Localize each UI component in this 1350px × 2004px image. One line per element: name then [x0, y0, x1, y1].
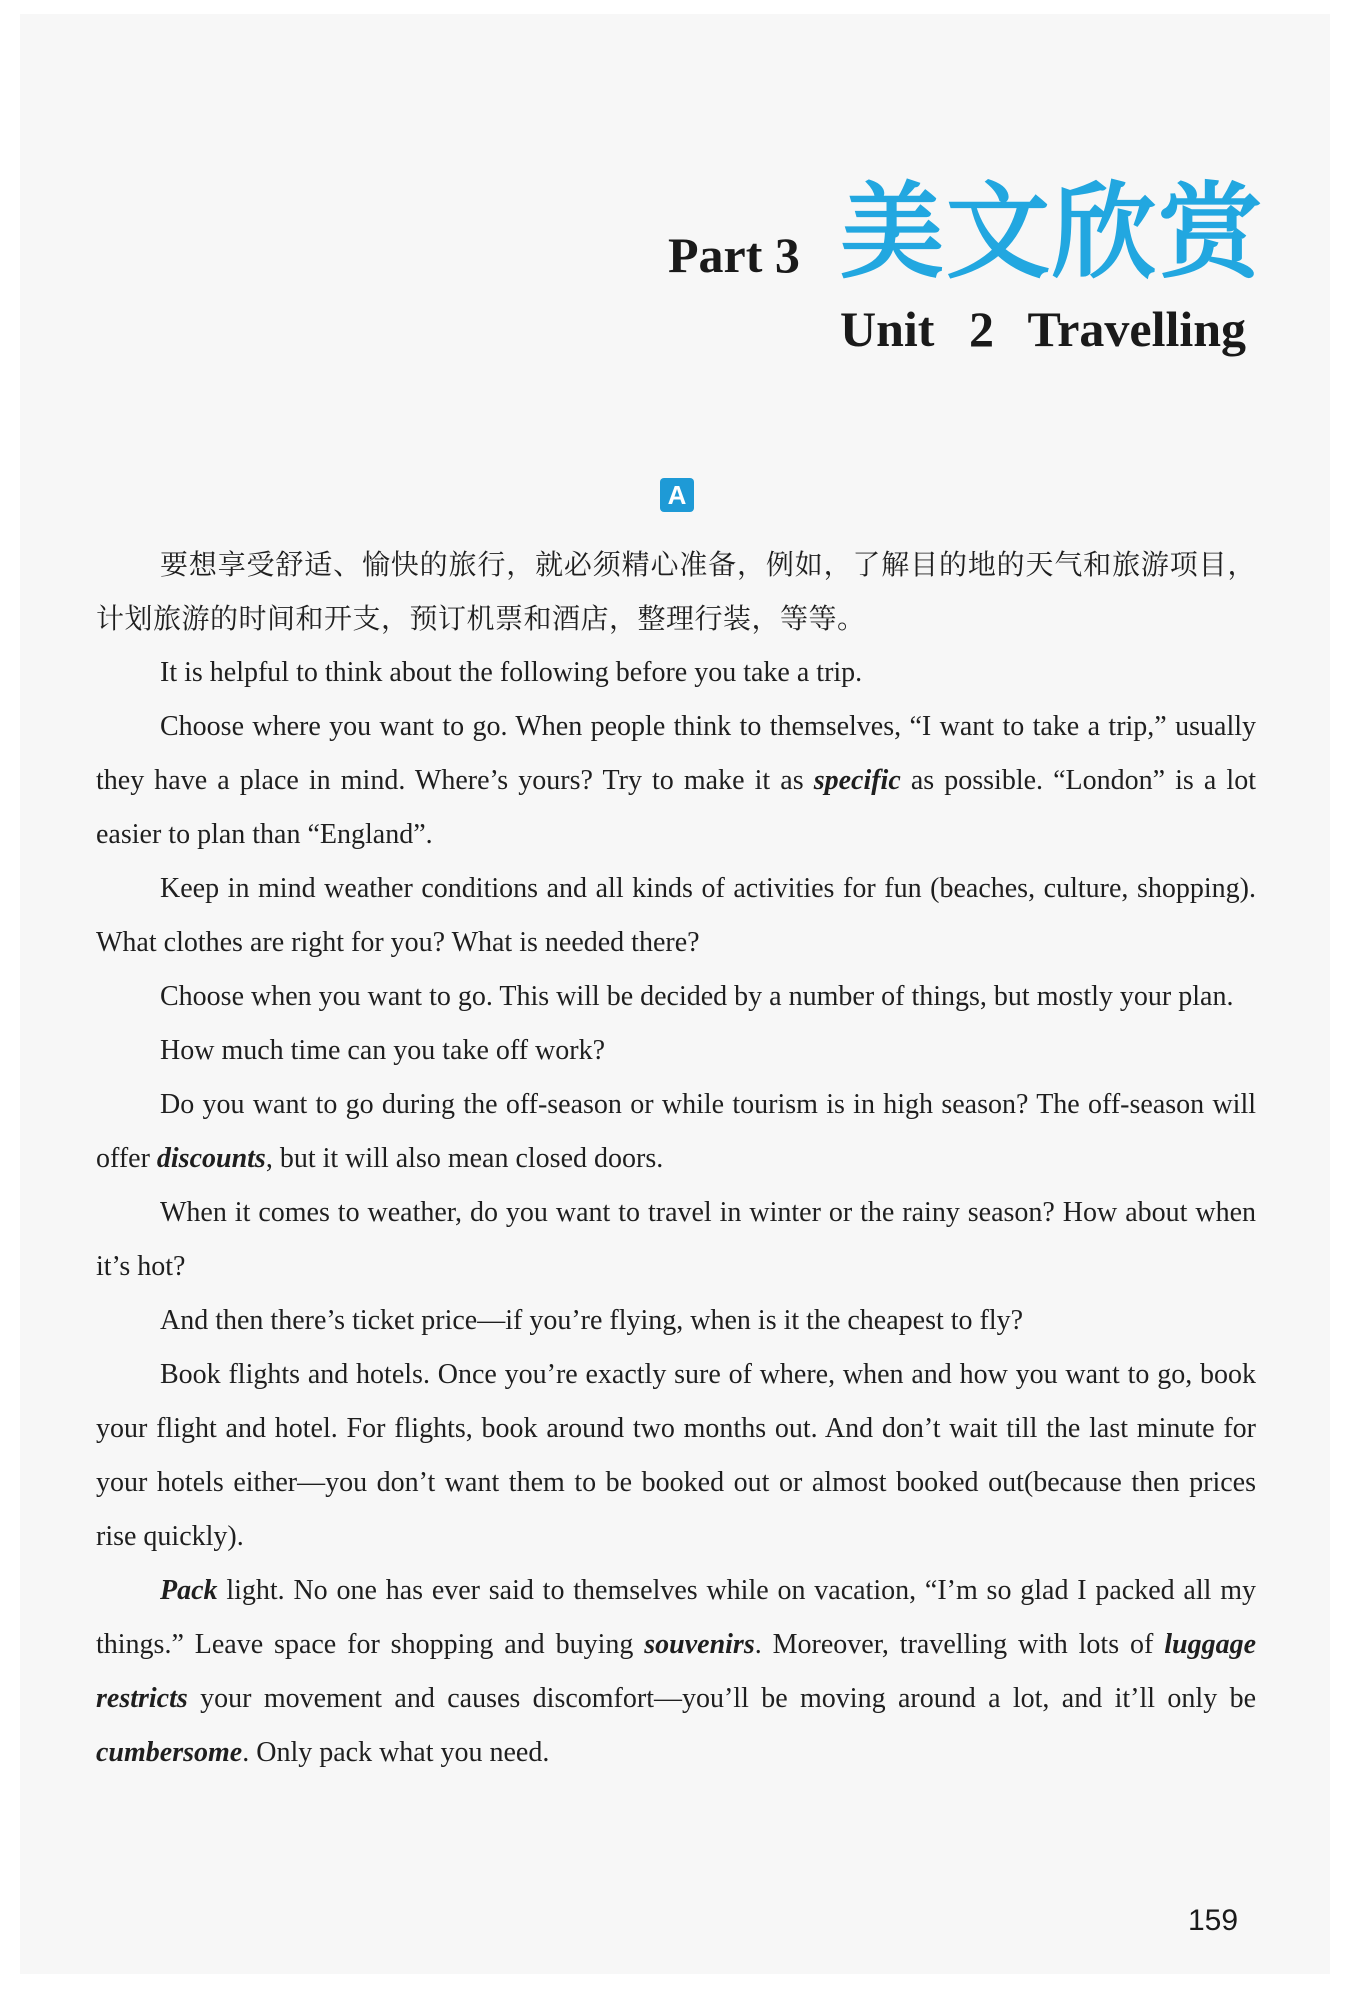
keyword: discounts: [156, 1143, 266, 1174]
paragraph: When it comes to weather, do you want to travel in winter or the rainy season? How about when it’s hot?: [96, 1197, 1256, 1282]
paragraph: Choose when you want to go. This will be decided by a number of things, but mostly your plan.: [160, 981, 1234, 1012]
keyword: souvenirs: [644, 1629, 755, 1660]
paragraph: And then there’s ticket price—if you’re flying, when is it the cheapest to fly?: [160, 1305, 1024, 1336]
keyword: Pack: [160, 1575, 218, 1606]
part-label: Part 3: [668, 227, 800, 283]
keyword: luggage restricts: [96, 1629, 1257, 1714]
paragraph: How much time can you take off work?: [160, 1035, 606, 1066]
paragraph: Book flights and hotels. Once you’re exactly sure of where, when and how you want to go, book your flight and hotel. For flights, book around two months out. And don’t wait till the last minute for your hotels either—you don’t want them to be booked out or almost booked out(because then prices rise quickly).: [96, 1359, 1256, 1552]
unit-title: Unit 2 Travelling: [840, 301, 1247, 357]
section-badge: A: [660, 478, 694, 512]
keyword: specific: [813, 765, 901, 796]
article-body: [96, 538, 1256, 1780]
paragraph: Choose where you want to go. When people think to themselves, “I want to take a trip,” usually they have a place in mind. Where’s yours? Try to make it as specific as possible. “London” is a lot easier to plan than “England”.: [96, 711, 1256, 850]
paragraph: Do you want to go during the off-season or while tourism is in high season? The off-season will offer discounts, but it will also mean closed doors.: [96, 1089, 1256, 1174]
paragraph: Keep in mind weather conditions and all kinds of activities for fun (beaches, culture, shopping). What clothes are right for you? What is needed there?: [96, 873, 1256, 958]
book-page: [20, 14, 1330, 1974]
paragraph: It is helpful to think about the following before you take a trip.: [160, 657, 863, 688]
intro-paragraph-cn: 要想享受舒适、愉快的旅行，就必须精心准备，例如，了解目的地的天气和旅游项目，计划旅游的时间和开支，预订机票和酒店，整理行装，等等。: [96, 548, 1256, 635]
keyword: cumbersome: [96, 1737, 243, 1768]
paragraph: Pack light. No one has ever said to themselves while on vacation, “I’m so glad I packed all my things.” Leave space for shopping and buying souvenirs. Moreover, travelling with lots of luggage restricts your movement and causes discomfort—you’ll be moving around a lot, and it’ll only be cumbersome. Only pack what you need.: [96, 1575, 1257, 1768]
section-title-cn: 美文欣赏: [840, 171, 1265, 293]
page-number: 159: [1188, 1904, 1239, 1937]
